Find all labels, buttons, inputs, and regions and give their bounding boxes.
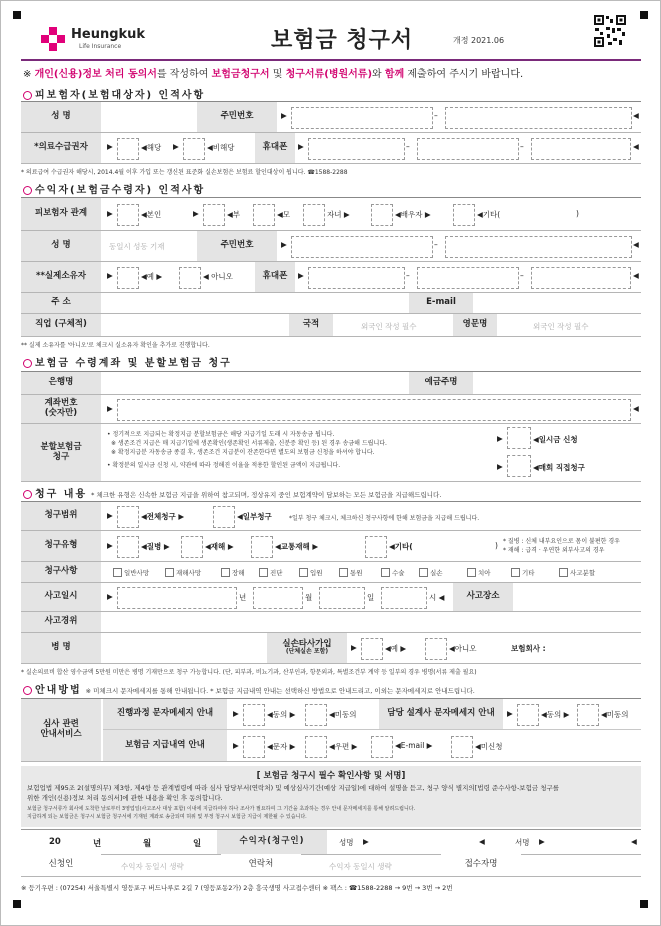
beneficiary-phone-2-input[interactable] — [417, 267, 519, 289]
claim-item-label: 실손 — [430, 569, 443, 577]
footer-address: ※ 등기우편 : (07254) 서울특별시 영등포구 버드나루로 2길 7 (영등포동2가) 2층 흥국생명 사고접수센터 ※ 팩스 : ☎1588-2288 → 9번 → 3번 → 2번 — [21, 884, 453, 892]
split-info-4: • 확정분의 일시금 신청 시, 약관에 따라 정해진 이율을 적용한 할인된 금액이 지급됩니다. — [107, 462, 341, 469]
agent-label: 신청인 — [21, 854, 101, 876]
claim-item-checkbox[interactable] — [381, 568, 390, 577]
email-label: E-mail — [409, 293, 473, 313]
relation-child-checkbox[interactable] — [303, 204, 325, 226]
claim-item-checkbox[interactable] — [165, 568, 174, 577]
type-traffic-checkbox[interactable] — [251, 536, 273, 558]
owner-yes-checkbox[interactable] — [117, 267, 139, 289]
beneficiary-rrn-front-input[interactable] — [291, 236, 433, 258]
relation-row: 피보험자 관계 ▶ ◀본인 ▶ ◀부 ◀모 자녀 ▶ ◀배우자 ▶ ◀기타( ) — [21, 198, 641, 231]
actual-owner-label: **실제소유자 — [21, 262, 101, 292]
insured-name-label: 성 명 — [21, 102, 101, 132]
account-holder-label: 예금주명 — [409, 372, 473, 394]
medical-yes-checkbox[interactable] — [117, 138, 139, 160]
disease-name-label: 병 명 — [21, 633, 101, 663]
qr-code-icon — [593, 14, 627, 48]
medical-no-checkbox[interactable] — [183, 138, 205, 160]
english-name-label: 영문명 — [453, 314, 497, 336]
claim-item-checkbox[interactable] — [339, 568, 348, 577]
claim-item-label: 입원 — [310, 569, 323, 577]
claim-item-checkbox[interactable] — [259, 568, 268, 577]
heungkuk-logo-icon — [41, 27, 65, 51]
receiver-input[interactable] — [525, 856, 635, 874]
medical-no-label: 비해당 — [212, 143, 235, 152]
bank-row — [21, 372, 641, 395]
accident-desc-input[interactable] — [105, 614, 635, 630]
receiver-label: 접수자명 — [441, 854, 521, 876]
split-info-2: ※ 생존조건 지급은 매 지급기일에 생존확인(생존확인 서류제출, 신분증 확인 등) 된 경우 송금해 드립니다. — [111, 440, 387, 447]
agent-sms-no-checkbox[interactable] — [577, 704, 599, 726]
claim-item-label: 통원 — [350, 569, 363, 577]
accident-date-label: 사고일시 — [21, 583, 101, 611]
agent-row — [21, 854, 641, 877]
job-row — [21, 314, 641, 337]
insured-rrn-back-input[interactable] — [445, 107, 632, 129]
medical-yes-label: 해당 — [146, 143, 162, 152]
claim-type-label: 청구유형 — [21, 531, 101, 561]
confirmation-box — [21, 766, 641, 827]
account-number-input[interactable] — [117, 399, 631, 421]
claim-item-label: 진단 — [270, 569, 283, 577]
scope-label: 청구범위 — [21, 502, 101, 530]
claim-item-checkbox[interactable] — [221, 568, 230, 577]
claim-item-label: 일반사망 — [124, 569, 150, 577]
email-input[interactable] — [477, 295, 637, 311]
notify-mail-checkbox[interactable] — [305, 736, 327, 758]
insured-phone-1-input[interactable] — [308, 138, 405, 160]
signature-row: 20 년 월 일 수익자(청구인) 성명 ▶ ◀ 서명 ▶ ◀ — [21, 829, 641, 855]
insured-name-row: 성 명 주민번호 ▶ – ◀ — [21, 102, 641, 133]
job-label: 직업 (구체적) — [21, 314, 101, 336]
beneficiary-rrn-back-input[interactable] — [445, 236, 632, 258]
relation-self-checkbox[interactable] — [117, 204, 139, 226]
beneficiary-name-label: 성 명 — [21, 231, 101, 261]
beneficiary-rrn-label: 주민번호 — [197, 231, 277, 261]
notify-email-checkbox[interactable] — [371, 736, 393, 758]
beneficiary-name-input[interactable]: 동일시 성동 기재 — [109, 242, 165, 251]
other-insurance-label: 실손타사가입 (단체실손 포함) — [267, 633, 347, 663]
accident-desc-row — [21, 612, 641, 633]
insured-phone-2-input[interactable] — [417, 138, 519, 160]
section-account-title: 보험금 수령계좌 및 분할보험금 청구 — [23, 354, 232, 369]
claim-items-label: 청구사항 — [21, 562, 101, 582]
claim-item-checkbox[interactable] — [299, 568, 308, 577]
relation-mother-checkbox[interactable] — [253, 204, 275, 226]
progress-sms-no-checkbox[interactable] — [305, 704, 327, 726]
claim-footnote: * 실손의료비 합산 영수금액 5만원 미만은 병명 기재만으로 청구 가능합니다. (단, 피부과, 비뇨기과, 산부인과, 항문외과, 특별조건부 계약 등 일부의 경우 병명(서류 제출 필요) — [21, 669, 477, 676]
disease-row: 병 명 실손타사가입 (단체실손 포함) ▶ ◀예 ▶ ◀아니오 보험회사 : — [21, 633, 641, 664]
submission-notice: ※ 개인(신용)정보 처리 동의서를 작성하여 보험금청구서 및 청구서류(병원서류)와 함께 제출하여 주시기 바랍니다. — [23, 69, 524, 80]
insured-phone-3-input[interactable] — [531, 138, 631, 160]
relation-spouse-checkbox[interactable] — [371, 204, 393, 226]
notify-none-checkbox[interactable] — [451, 736, 473, 758]
owner-no-checkbox[interactable] — [179, 267, 201, 289]
accident-year-input[interactable] — [117, 587, 237, 609]
type-accident-checkbox[interactable] — [181, 536, 203, 558]
scope-row: 청구범위 ▶ ◀전체청구 ▶ ◀일부청구 *일부 청구 체크시, 체크하신 청구사항에 한해 보험금을 지급해 드립니다. — [21, 502, 641, 531]
claimant-label: 수익자(청구인) — [217, 830, 327, 854]
confirm-line-1: 보험업법 제95조 2(설명의무) 제3항, 제4항 등 관계법령에 따라 심사 담당부서(연락처) 및 예상심사기간(예상 지급일)에 대하여 설명을 듣고, 청구 양식 별지의[법령 준수사항-보험금 청구를 — [27, 784, 560, 792]
corner-mark — [13, 900, 21, 908]
claim-item-label: 사고분할 — [570, 569, 596, 577]
medical-recipient-label: *의료수급권자 — [21, 133, 101, 163]
claim-item-label: 수술 — [392, 569, 405, 577]
lump-sum-checkbox[interactable] — [507, 427, 531, 449]
other-ins-yes-checkbox[interactable] — [361, 638, 383, 660]
bank-input[interactable] — [105, 374, 405, 392]
claimant-signature-input[interactable] — [549, 833, 627, 851]
revision-date: 개정 2021.06 — [453, 36, 505, 45]
account-number-row: 계좌번호 (숫자만) ▶ ◀ — [21, 395, 641, 424]
claim-item-checkbox[interactable] — [559, 568, 568, 577]
type-other-checkbox[interactable] — [365, 536, 387, 558]
accident-date-row: 사고일시 ▶ 년 월 일 시 ◀ 사고장소 — [21, 583, 641, 612]
insured-medical-row: *의료수급권자 ▶ ◀해당 ▶ ◀비해당 휴대폰 ▶ – – ◀ — [21, 133, 641, 164]
address-row — [21, 293, 641, 314]
claimant-name-input[interactable] — [373, 833, 471, 851]
type-note-disease: * 질병 : 신체 내부요인으로 몸이 불편한 경우 — [503, 538, 620, 545]
relation-other-checkbox[interactable] — [453, 204, 475, 226]
claim-item-label: 장해 — [232, 569, 245, 577]
guide-service-block: 심사 관련 안내서비스 진행과정 문자메세지 안내 ▶ ◀동의 ▶ ◀미동의 담당 설계사 문자메세지 안내 ▶ ◀동의 ▶ ◀미동의 보험금 지급내역 안내 ▶ ◀문자 ▶ ◀우편 ▶ ◀E-mail ▶ ◀미신청 — [21, 699, 641, 762]
scope-note: *일부 청구 체크시, 체크하신 청구사항에 한해 보험금을 지급해 드립니다. — [289, 515, 480, 522]
payment-info-label: 보험금 지급내역 안내 — [103, 730, 227, 761]
claim-item-label: 치아 — [478, 569, 491, 577]
confirm-line-2: 위한 개인(신용)정보 처리 동의서]에 관한 내용을 확인 후 동의합니다. — [27, 794, 223, 802]
beneficiary-name-row: 성 명 동일시 성동 기재 주민번호 ▶ – ◀ — [21, 231, 641, 262]
scope-part-checkbox[interactable] — [213, 506, 235, 528]
confirm-line-3: 보험금 청구서류가 회사에 도착한 날로부터 3영업일(사고조사 대상 포함) 이내에 지급하여야 하나 조사가 필요하여 그 기간을 초과하는 경우 안내 문자메세지를 통해 알려드립니다. — [27, 806, 416, 812]
accident-desc-label: 사고경위 — [21, 612, 101, 632]
claim-item-checkbox[interactable] — [113, 568, 122, 577]
type-disease-checkbox[interactable] — [117, 536, 139, 558]
address-input[interactable] — [105, 295, 405, 311]
accident-month-input[interactable] — [253, 587, 303, 609]
account-number-label: 계좌번호 (숫자만) — [21, 395, 101, 423]
type-note-accident: * 재해 : 급격 · 우연한 외부사고의 경우 — [503, 547, 605, 554]
accident-place-input[interactable] — [517, 586, 637, 608]
job-input[interactable] — [105, 316, 285, 334]
english-name-input[interactable]: 외국인 작성 필수 — [533, 322, 589, 331]
header-rule — [21, 59, 641, 61]
section-beneficiary-title: 수익자(보험금수령자) 인적사항 — [23, 181, 205, 196]
other-ins-no-checkbox[interactable] — [425, 638, 447, 660]
insurance-company-label: 보험회사 : — [511, 644, 546, 653]
brand-sub: Life Insurance — [79, 43, 122, 50]
claim-item-label: 기타 — [522, 569, 535, 577]
insured-name-input[interactable] — [105, 106, 195, 128]
agent-sms-yes-checkbox[interactable] — [517, 704, 539, 726]
split-claim-row: 분할보험금 청구 • 정기적으로 지급되는 확정지급 분할보험금은 해당 지급기일 도래 시 자동송금 됩니다. ※ 생존조건 지급은 매 지급기일에 생존확인(생존확인 서류제출, 신분증 확인 등) 된 경우 송금해 드립니다. ※ 확정지급분 자동송금 종결 후, 생존조건 지급분이 잔존한다면 별도의 보험금 신청을 하셔야 합니다. • 확정분의 일시금 신청 시, 약관에 따라 정해진 이율을 적용한 할인된 금액이 지급됩니다. ▶ ◀일시금 신청 ▶ ◀매회 직접청구 — [21, 424, 641, 482]
address-label: 주 소 — [21, 293, 101, 313]
brand-name: Heungkuk — [71, 27, 146, 42]
beneficiary-footnote: ** 실제 소유자를 '아니오'로 체크시 실소유자 확인을 추가로 진행합니다. — [21, 342, 210, 349]
beneficiary-phone-3-input[interactable] — [531, 267, 631, 289]
owner-row: **실제소유자 ▶ ◀예 ▶ ◀ 아니오 휴대폰 ▶ – – ◀ — [21, 262, 641, 293]
corner-mark — [640, 900, 648, 908]
section-insured-title: 피보험자(보험대상자) 인적사항 — [23, 86, 205, 101]
guide-service-label: 심사 관련 안내서비스 — [21, 699, 101, 761]
accident-day-input[interactable] — [319, 587, 365, 609]
nationality-label: 국적 — [289, 314, 333, 336]
insured-rrn-label: 주민번호 — [197, 102, 277, 132]
direct-claim-checkbox[interactable] — [507, 455, 531, 477]
confirm-line-4: 지급하게 되는 보험금은 청구시 보험금 청구서에 기재된 계좌로 송금되며 허위 및 부정 청구시 보험금 지급이 제한될 수 있습니다. — [27, 814, 307, 820]
notify-sms-checkbox[interactable] — [243, 736, 265, 758]
disease-name-input[interactable] — [105, 636, 265, 660]
contact-input[interactable]: 수익자 동일시 생략 — [329, 862, 392, 871]
claim-item-checkbox[interactable] — [467, 568, 476, 577]
document-title: 보험금 청구서 — [271, 28, 414, 53]
split-info-1: • 정기적으로 지급되는 확정지급 분할보험금은 해당 지급기일 도래 시 자동송금 됩니다. — [107, 431, 335, 438]
insured-rrn-front-input[interactable] — [291, 107, 433, 129]
progress-sms-yes-checkbox[interactable] — [243, 704, 265, 726]
confirmation-title: [ 보험금 청구시 필수 확인사항 및 서명] — [256, 771, 406, 781]
insured-footnote: * 의료급여 수급권자 해당시, 2014.4월 이후 가입 또는 갱신된 표준화 실손보험은 보험료 할인대상이 됩니다. ☎1588-2288 — [21, 169, 348, 176]
claim-item-checkbox[interactable] — [419, 568, 428, 577]
scope-all-checkbox[interactable] — [117, 506, 139, 528]
claim-item-checkbox[interactable] — [511, 568, 520, 577]
insured-phone-label: 휴대폰 — [255, 133, 295, 163]
section-claim-title: 청구 내용 * 체크한 유형은 신속한 보험금 지급을 위하여 참고되며, 정상유지 중인 보험계약이 담보하는 모든 보험금을 지급해드립니다. — [23, 485, 441, 500]
bank-label: 은행명 — [21, 372, 101, 394]
beneficiary-phone-1-input[interactable] — [308, 267, 405, 289]
agent-sms-label: 담당 설계사 문자메세지 안내 — [379, 699, 503, 729]
beneficiary-phone-label: 휴대폰 — [255, 262, 295, 292]
claim-items-row — [21, 562, 641, 583]
split-claim-label: 분할보험금 청구 — [21, 424, 101, 481]
contact-label: 연락처 — [221, 854, 301, 876]
claim-item-label: 재해사망 — [176, 569, 202, 577]
agent-input[interactable]: 수익자 동일시 생략 — [121, 862, 184, 871]
claim-type-row: 청구유형 ▶ ◀질병 ▶ ◀재해 ▶ ◀교통재해 ▶ ◀기타( ) * 질병 : 신체 내부요인으로 몸이 불편한 경우 * 재해 : 급격 · 우연한 외부사고의 경우 — [21, 531, 641, 562]
corner-mark — [640, 11, 648, 19]
corner-mark — [13, 11, 21, 19]
relation-label: 피보험자 관계 — [21, 198, 101, 230]
relation-father-checkbox[interactable] — [203, 204, 225, 226]
split-info-3: ※ 확정지급분 자동송금 종결 후, 생존조건 지급분이 잔존한다면 별도의 보험금 신청을 하셔야 합니다. — [111, 449, 375, 456]
accident-hour-input[interactable] — [381, 587, 427, 609]
nationality-input[interactable]: 외국인 작성 필수 — [361, 322, 417, 331]
progress-sms-label: 진행과정 문자메세지 안내 — [103, 699, 227, 729]
section-guide-title: 안내방법 ※ 미체크시 문자메세지를 통해 안내됩니다. * 보험금 지급내역 안내는 선택하신 방법으로 안내드리고, 이외는 문자메세지로 안내드립니다. — [23, 681, 475, 696]
accident-place-label: 사고장소 — [453, 583, 513, 611]
account-holder-input[interactable] — [477, 374, 637, 392]
